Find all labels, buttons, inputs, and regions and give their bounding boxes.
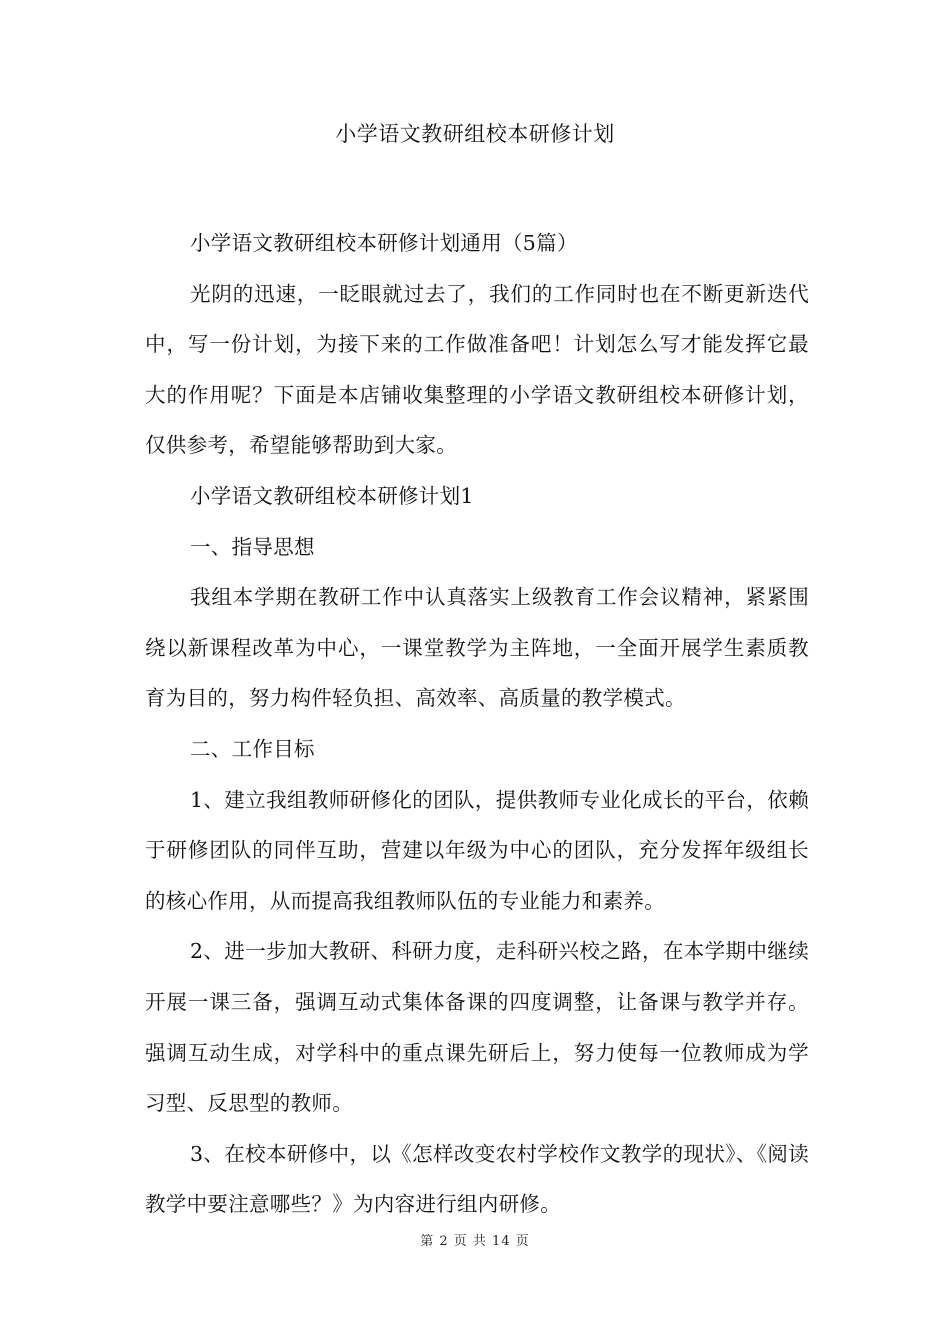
goal-paragraph-1: 1、建立我组教师研修化的团队，提供教师专业化成长的平台，依赖于研修团队的同伴互助，营建以年级为中心的团队，充分发挥年级组长的核心作用，从而提高我组教师队伍的专业能力和素养。 <box>145 787 809 913</box>
section-heading-work-goals: 二、工作目标 <box>190 736 315 761</box>
guiding-ideas-paragraph: 我组本学期在教研工作中认真落实上级教育工作会议精神，紧紧围绕以新课程改革为中心，一课堂教学为主阵地，一全面开展学生素质教育为目的，努力构件轻负担、高效率、高质量的教学模式。 <box>145 585 809 711</box>
subtitle-paragraph: 小学语文教研组校本研修计划通用（5篇） <box>190 231 578 255</box>
goal-paragraph-3: 3、在校本研修中，以《怎样改变农村学校作文教学的现状》、《阅读教学中要注意哪些？》为内容进行组内研修。 <box>145 1141 809 1217</box>
section-heading-guiding-ideas: 一、指导思想 <box>190 534 315 559</box>
goal-paragraph-2: 2、进一步加大教研、科研力度，走科研兴校之路，在本学期中继续开展一课三备，强调互动式集体备课的四度调整，让备课与教学并存。强调互动生成，对学科中的重点课先研后上，努力使每一位教师成为学习型、反思型的教师。 <box>145 939 809 1116</box>
document-body <box>145 218 809 1230</box>
plan-heading: 小学语文教研组校本研修计划1 <box>190 483 474 508</box>
intro-paragraph: 光阴的迅速，一眨眼就过去了，我们的工作同时也在不断更新迭代中，写一份计划，为接下来的工作做准备吧！计划怎么写才能发挥它最大的作用呢？下面是本店铺收集整理的小学语文教研组校本研修计划，仅供参考，希望能够帮助到大家。 <box>145 281 809 458</box>
page-number-footer: 第 2 页 共 14 页 <box>420 1234 530 1249</box>
document-title: 小学语文教研组校本研修计划 <box>335 122 615 146</box>
